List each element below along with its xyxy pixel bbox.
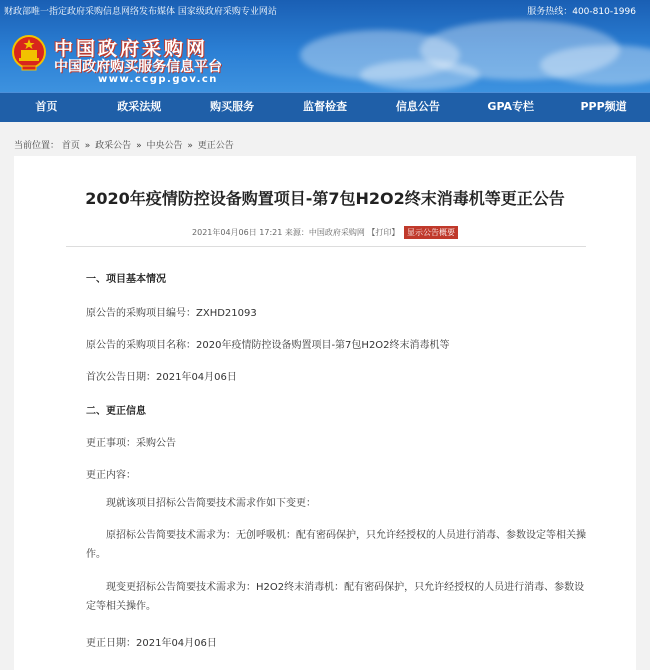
main-nav (0, 92, 650, 122)
breadcrumb-prefix: 当前位置： (14, 141, 60, 151)
divider (66, 246, 586, 247)
correction-paragraph-intro: 现就该项目招标公告简要技术需求作如下变更： (106, 498, 316, 509)
service-hotline: 服务热线：400-810-1996 (527, 7, 636, 17)
article-meta-text: 2021年04月06日 17:21 来源：中国政府采购网 【打印】 (192, 228, 400, 237)
breadcrumb-procurement[interactable]: 政采公告 (95, 141, 132, 151)
breadcrumb (14, 138, 234, 151)
top-bar (0, 0, 650, 18)
breadcrumb-separator: » (84, 141, 91, 151)
article-panel (14, 156, 636, 670)
breadcrumb-separator: » (187, 141, 193, 151)
correction-item: 更正事项：采购公告 (86, 438, 176, 449)
breadcrumb-central[interactable]: 中央公告 (146, 141, 183, 151)
section-heading-correction: 二、更正信息 (86, 406, 146, 417)
correction-paragraph-original: 原招标公告简要技术需求为：无创呼吸机：配有密码保护，只允许经授权的人员进行消毒、参数设定等相关操作。 (86, 530, 586, 560)
breadcrumb-correction[interactable]: 更正公告 (197, 141, 234, 151)
correction-paragraph-new: 现变更招标公告简要技术需求为：H2O2终末消毒机：配有密码保护，只允许经授权的人员进行消毒、参数设定等相关操作。 (86, 582, 585, 612)
breadcrumb-separator: » (136, 141, 142, 151)
logo-url: www.ccgp.gov.cn (98, 74, 218, 85)
nav-item-announcements[interactable]: 信息公告 (395, 100, 440, 113)
nav-item-gpa[interactable]: GPA专栏 (487, 100, 535, 113)
section-heading-basic: 一、项目基本情况 (86, 274, 166, 285)
article-meta (14, 226, 636, 239)
nav-item-supervision[interactable]: 监督检查 (303, 100, 347, 113)
logo-title: 中国政府采购网 (54, 38, 209, 60)
project-number: 原公告的采购项目编号：ZXHD21093 (86, 308, 257, 319)
show-summary-button[interactable]: 显示公告概要 (404, 226, 458, 239)
site-slogan: 财政部唯一指定政府采购信息网络发布媒体 国家级政府采购专业网站 (4, 7, 277, 17)
breadcrumb-home[interactable]: 首页 (61, 141, 80, 151)
article-title: 2020年疫情防控设备购置项目-第7包H2O2终末消毒机等更正公告 (85, 189, 565, 208)
correction-date: 更正日期：2021年04月06日 (86, 638, 217, 649)
first-publish-date: 首次公告日期：2021年04月06日 (86, 372, 237, 383)
nav-item-home[interactable]: 首页 (35, 100, 58, 113)
national-emblem-icon (12, 34, 46, 72)
nav-item-ppp[interactable]: PPP频道 (580, 100, 627, 113)
nav-item-purchase-services[interactable]: 购买服务 (210, 100, 255, 113)
nav-item-regulations[interactable]: 政采法规 (117, 100, 162, 113)
project-name: 原公告的采购项目名称：2020年疫情防控设备购置项目-第7包H2O2终末消毒机等 (86, 340, 450, 351)
correction-content-label: 更正内容： (86, 470, 136, 481)
site-header (0, 0, 650, 92)
logo-subtitle: 中国政府购买服务信息平台 (54, 59, 222, 75)
